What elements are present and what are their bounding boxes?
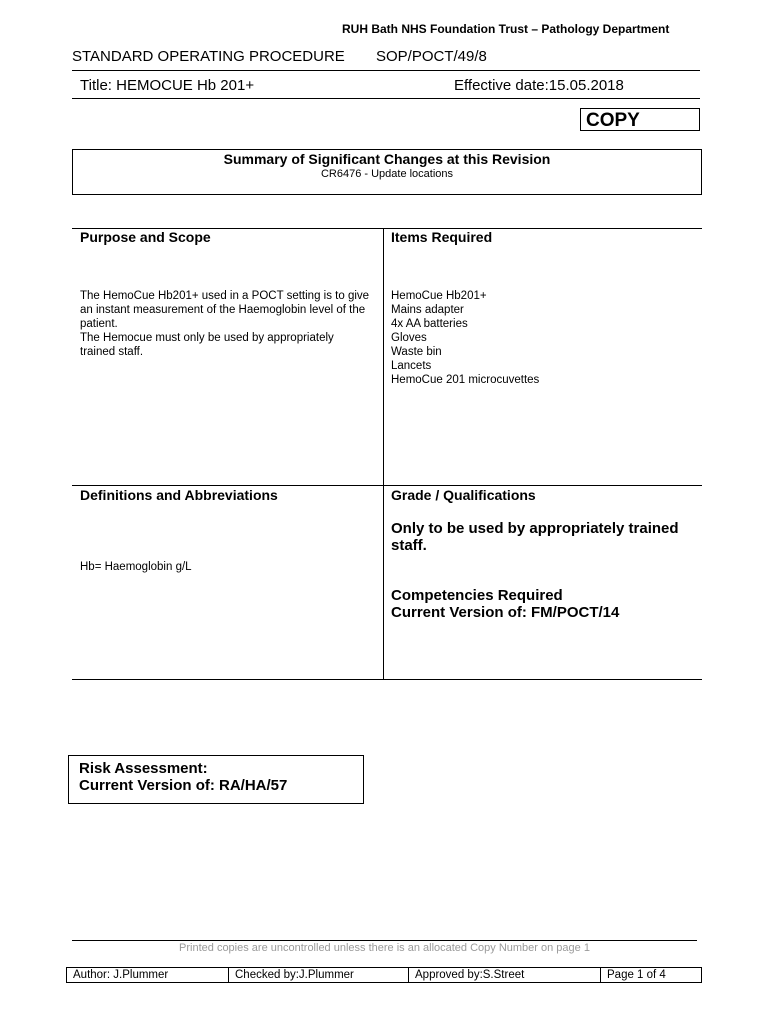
grid-bottom-line xyxy=(72,679,702,680)
document-code: SOP/POCT/49/8 xyxy=(376,48,487,65)
risk-assessment-heading: Risk Assessment: xyxy=(79,760,208,777)
definitions-text: Hb= Haemoglobin g/L xyxy=(80,561,192,573)
items-heading: Items Required xyxy=(391,229,493,245)
competencies-version: Current Version of: FM/POCT/14 xyxy=(391,604,620,621)
copy-stamp: COPY xyxy=(580,108,700,131)
footer-approved-by: Approved by:S.Street xyxy=(409,968,601,982)
risk-assessment-version: Current Version of: RA/HA/57 xyxy=(79,777,288,794)
footer-author: Author: J.Plummer xyxy=(67,968,229,982)
revision-summary-box xyxy=(72,149,702,195)
effective-date: Effective date:15.05.2018 xyxy=(454,77,624,94)
footer-divider xyxy=(72,940,697,941)
list-item: 4x AA batteries xyxy=(391,318,468,330)
list-item: Lancets xyxy=(391,360,432,372)
revision-summary-title: Summary of Significant Changes at this Revision xyxy=(223,151,551,167)
grade-requirement: Only to be used by appropriately trained staff. xyxy=(391,520,679,554)
revision-change-note: CR6476 - Update locations xyxy=(320,168,454,180)
printed-copy-notice: Printed copies are uncontrolled unless there is an allocated Copy Number on page 1 xyxy=(179,942,590,954)
document-title: Title: HEMOCUE Hb 201+ xyxy=(80,77,255,94)
title-divider xyxy=(72,98,700,99)
list-item: Mains adapter xyxy=(391,304,464,316)
purpose-heading: Purpose and Scope xyxy=(80,229,211,245)
footer-signoff-table xyxy=(66,967,702,983)
definitions-heading: Definitions and Abbreviations xyxy=(80,487,278,503)
list-item: HemoCue Hb201+ xyxy=(391,290,487,302)
risk-assessment-box xyxy=(68,755,364,804)
footer-checked-by: Checked by:J.Plummer xyxy=(229,968,409,982)
document-type: STANDARD OPERATING PROCEDURE xyxy=(72,48,345,65)
purpose-line-1: The HemoCue Hb201+ used in a POCT setting is to give an instant measurement of the Haemoglobin level of the patient. xyxy=(80,290,370,330)
list-item: Waste bin xyxy=(391,346,442,358)
purpose-text xyxy=(80,289,372,359)
grade-heading: Grade / Qualifications xyxy=(391,487,536,503)
items-list xyxy=(391,289,539,387)
header-divider xyxy=(72,70,700,71)
grid-middle-line xyxy=(72,485,702,486)
list-item: HemoCue 201 microcuvettes xyxy=(391,374,540,386)
list-item: Gloves xyxy=(391,332,427,344)
purpose-line-2: The Hemocue must only be used by appropriately trained staff. xyxy=(80,332,334,358)
grid-column-divider xyxy=(383,228,384,679)
organisation-header: RUH Bath NHS Foundation Trust – Pathology Department xyxy=(342,22,670,36)
footer-page-number: Page 1 of 4 xyxy=(607,969,666,981)
competencies-heading: Competencies Required xyxy=(391,587,563,604)
